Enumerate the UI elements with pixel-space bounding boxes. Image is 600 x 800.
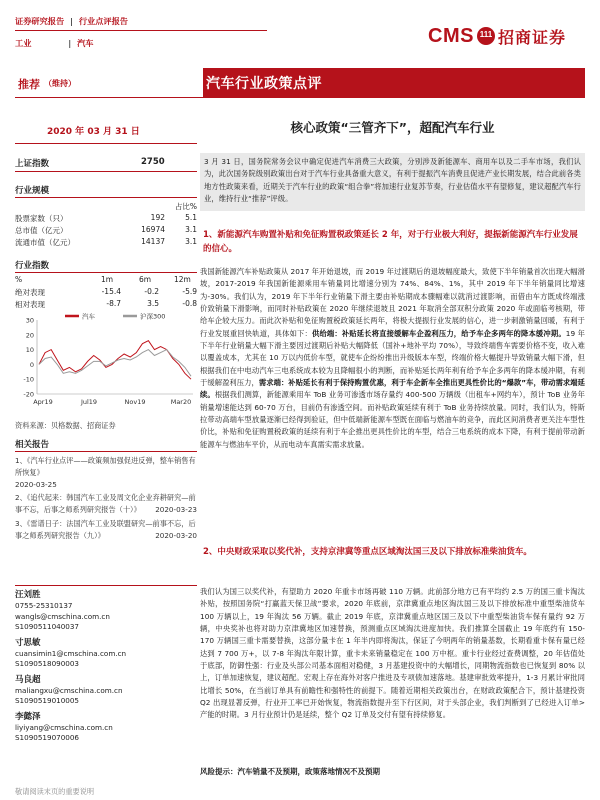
analyst-name: 李懿泽 xyxy=(15,711,41,722)
analyst-email[interactable]: cuansimin1@cmschina.com.cn xyxy=(15,648,127,658)
section-1-body xyxy=(200,266,585,451)
scale-row-value: 192 xyxy=(150,213,165,222)
series-line-auto xyxy=(39,341,191,380)
analyst-email[interactable]: wangls@cmschina.com.cn xyxy=(15,611,110,621)
date-divider xyxy=(15,143,197,144)
industry-scale-block xyxy=(15,184,197,249)
series-line-hs300 xyxy=(39,350,191,377)
related-report-title: 1、《汽车行业点评——政策频加强促进反弹，整车销售有所恢复》 xyxy=(15,456,196,477)
perf-header-6m: 6m xyxy=(139,275,152,284)
performance-value: 3.5 xyxy=(147,299,159,308)
analyst-name: 汪刘胜 xyxy=(15,590,41,600)
index-row xyxy=(15,155,197,172)
section-1-para: 我国新能源汽车补贴政策从 2017 年开始退坡，而 2019 年过渡期后的退坡幅度最大，致使下半年销量首次出现大幅滑坡，2017-2019 年我国新能源乘用车销量同比增速分别为 74%、84%、1%，其中 2019 年下半年销量同比增速为-30%。我们认为，2019 年下半年行业销量下滑主要由补贴期成本骤幅难以就消过渡影响，而借由车方既成终端涨价致销量下滑影响，而同时补贴政策在 2020 年继续退坡且 2021 年取消全部双积分政策 2020 年或面临考核期，带给车企较大压力。而此次补贴和免征购置税政策延长两年，将极大提振行业发展的信心，进一步刺激销量回暖，有利于行业发展重回快轨道，具体如下： xyxy=(200,267,585,338)
header-divider xyxy=(15,30,267,31)
category-banner xyxy=(203,68,585,98)
tag-industry-review: 行业点评报告 xyxy=(78,16,128,26)
analyst-license: S1090511040037 xyxy=(15,622,80,631)
risk-label: 风险提示： xyxy=(200,767,238,776)
analyst-email[interactable]: maliangxu@cmschina.com.cn xyxy=(15,685,123,695)
broker-name: 招商证券 xyxy=(497,27,566,47)
related-report-date: 2020-03-25 xyxy=(15,479,57,489)
analyst-license: S1090519010005 xyxy=(15,696,80,705)
y-tick-label: -20 xyxy=(23,390,34,399)
summary-box xyxy=(200,153,585,211)
y-tick-label: 20 xyxy=(25,331,34,340)
sector-label: 汽车 xyxy=(77,38,94,48)
index-label: 上证指数 xyxy=(15,159,50,169)
performance-row-label: 相对表现 xyxy=(15,300,45,309)
x-tick-label: Mar20 xyxy=(170,398,192,406)
section-1-para-3: 根据我们测算，新能源乘用车 ToB 业务可渗透市场存量约 400-500 万辆级（出租车+网约车），预计 ToB 业务年销量增速能达到 60-70 万台，目前仍有渗透空间。而补贴政策延续有利于 ToB 业务持续放量。同时，我们认为，特斯拉带动高端车型放量逐渐已经得到验证，但中低端新能源车型既在面临与燃油车的竞争，而此区间消费者更关注车型性价比，补贴和免征购置税政策的延续有利于车企推出更具性价比的车型，结合三电系统的成本下降，有利于提前带动新能源车与燃油车平价，从而电动车真需实需求放量。 xyxy=(200,390,585,449)
logo-badge-icon: 111 xyxy=(477,27,495,45)
scale-divider xyxy=(15,197,197,198)
analyst-card xyxy=(15,674,197,707)
scale-row xyxy=(15,213,197,225)
risk-text: 汽车销量不及预期，政策落地情况不及预期 xyxy=(237,767,380,776)
scale-row-label: 流通市值（亿元） xyxy=(15,238,75,247)
scale-row-pct: 5.1 xyxy=(185,213,197,222)
x-tick-label: Nov19 xyxy=(124,398,146,406)
legend-label: 沪深300 xyxy=(140,312,166,321)
sidebar xyxy=(15,155,197,172)
broker-logo xyxy=(428,21,566,51)
industry-label: 工业 xyxy=(15,38,32,48)
logo-cms: CMS xyxy=(428,24,474,47)
section-1-heading xyxy=(203,228,585,256)
footer-note: 敬请阅读末页的重要说明 xyxy=(15,787,95,796)
share-header: 占比% xyxy=(174,202,197,211)
performance-row xyxy=(15,287,197,299)
analyst-email[interactable]: liyiyang@cmschina.com.cn xyxy=(15,722,113,732)
industry-tags: 工业 | 汽车 xyxy=(15,38,94,48)
legend-label: 汽车 xyxy=(82,312,95,321)
performance-value: -5.9 xyxy=(182,287,197,296)
report-date: 2020 年 03 月 31 日 xyxy=(47,127,140,137)
section-1-title: 1、新能源汽车购置补贴和免征购置税政策延长 2 年，对于行业极大利好，提振新能源汽车行业发展的信心。 xyxy=(203,230,578,254)
y-tick-label: 10 xyxy=(25,346,34,355)
scale-row-pct: 3.1 xyxy=(185,225,197,234)
y-tick-label: 30 xyxy=(25,316,34,325)
section-2-heading xyxy=(203,545,585,559)
scale-row-label: 总市值（亿元） xyxy=(15,226,68,235)
section-2-para: 我们认为国三以奖代补，有望助力 2020 年重卡市场再破 110 万辆。此前部分地方已有平均约 2.5 万的国三重卡淘汰补贴，按照国务院“打赢蓝天保卫战”要求，2020 年底前，京津冀重点地区淘汰国三及以下排放标准中重型柴油货车 100 万辆以上，19 年淘汰 56 万辆。截止 2019 年底，京津冀重点地区国三及以下中重型柴油货车保有量约 92 万辆，中央奖补也将对助力京津冀地区加速替换，预测重点区域淘汰进度加快。我们推算全国截止 19 年底约有 150-170 万辆国三重卡需要替换，这部分量卡在 1 年半内即将淘汰，保证了今明两年的销量基数，长期看重卡保有量已经达到 7 700 万+，以 7-8 年淘汰年限计算，重卡未来销量稳定在 100 万中枢。重卡行业经过查费调整，20 年估值处于底部，防御性强：行业及头部公司基本面相对稳健，3 月基建投资中的大幅增长，同期物流指数也已恢复到 80% 以上，订单加速恢复，建议超配。宏观上存在海外对客户推进及专项债加速落地。基建审批效率提升，1-3 月累计审批同比增长 50%，在当前订单具有前瞻性和强特性的前提下。随着近期相关政策出台，在财政政策配合下，预计基建投资 Q2 出现显著反弹，行业开工率已开始恢复，物流指数提升至下行区间，对于头部企业，我们判断到了已经进入订单>产能的时期。3 月行业预计仍是延续，整个 Q2 订单及交付有望有持续修复。 xyxy=(200,587,585,720)
pct-label: % xyxy=(15,275,23,284)
performance-title: 行业指数 xyxy=(15,261,50,271)
analyst-card xyxy=(15,711,197,744)
x-tick-label: Jul19 xyxy=(80,398,98,406)
summary-text: 3 月 31 日，国务院常务会议中确定促进汽车消费三大政策，分别涉及新能源车、商用车以及二手车市场，我们认为，此次国务院级别政策出台对于汽车行业具备重大意义，有利于提振汽车消费且促进产业长期发展，结合此前各类地方性政策来看，近期关于汽车行业的政策“组合拳”将加速行业复苏节奏，行业估值水平有望修复，建议超配汽车行业，维持行业“推荐”评级。 xyxy=(204,157,581,204)
performance-value: -0.8 xyxy=(182,299,197,308)
scale-row-value: 16974 xyxy=(141,225,165,234)
index-value: 2750 xyxy=(141,157,165,167)
section-2-title: 2、中央财政采取以奖代补，支持京津冀等重点区域淘汰国三及以下排放标准柴油货车。 xyxy=(203,547,532,557)
related-title: 相关报告 xyxy=(15,440,50,450)
analyst-list xyxy=(15,589,197,744)
rating-label: 推荐 xyxy=(18,78,40,91)
related-report-item[interactable] xyxy=(15,518,197,542)
section-1-para-2: 19 年下半年行业销量大幅下滑主要因过渡期后补贴大幅降低（国补+地补平均 70%），导致终端售车需要价格不变，收入难以覆盖成本，尤其在 10 万以内低价车型，就使车企纷纷推出升级版本车型，终端价格大幅提升导致销量大幅下滑，但根据我们在中电动汽车三电系统成本较为且降幅很小的判断，而补贴延长两年利有给予车企多两年的降本缓冲期，有利于缓解盈利压力， xyxy=(200,328,586,388)
section-1-bold-supply: 供给端：补贴延长将直接缓解车企盈利压力，给予车企多两年的降本缓冲期。 xyxy=(311,328,566,338)
performance-row-label: 绝对表现 xyxy=(15,288,45,297)
related-reports xyxy=(15,438,197,544)
related-report-date: 2020-03-23 xyxy=(155,505,197,515)
scale-rows xyxy=(15,213,197,249)
perf-header-1m: 1m xyxy=(101,275,114,284)
risk-warning xyxy=(200,766,585,777)
analyst-phone: 0755-25310137 xyxy=(15,601,73,610)
report-type-tags: 证券研究报告 | 行业点评报告 xyxy=(15,16,128,26)
report-title: 核心政策“三管齐下”，超配汽车行业 xyxy=(290,120,495,135)
performance-rows xyxy=(15,287,197,311)
related-divider xyxy=(15,451,197,452)
index-line-chart xyxy=(15,310,197,410)
perf-header-12m: 12m xyxy=(174,275,191,284)
related-report-item[interactable] xyxy=(15,455,197,490)
related-report-title: 3、《雷谱日子：法国汽车工业及联盟研究—前事不忘，后事之师系列研究报告（九）》 xyxy=(15,518,196,540)
analyst-name: 寸思敏 xyxy=(15,637,41,648)
analyst-card xyxy=(15,589,197,633)
y-tick-label: -10 xyxy=(23,375,34,384)
x-tick-label: Apr19 xyxy=(33,398,53,406)
related-list xyxy=(15,455,197,542)
related-report-title: 2、《追代起来：韩国汽车工业及周文化企业弃耕研究—前事不忘，后事之师系列研究报告（十）》 xyxy=(15,493,196,515)
scale-row-label: 股票家数（只） xyxy=(15,214,68,223)
analysts-divider xyxy=(15,585,197,586)
related-report-date: 2020-03-20 xyxy=(155,530,197,540)
y-tick-label: 0 xyxy=(29,360,34,369)
report-category: 汽车行业政策点评 xyxy=(206,76,322,92)
performance-header xyxy=(15,275,197,287)
scale-row-value: 14137 xyxy=(141,237,165,246)
rating-status: （维持） xyxy=(44,79,76,88)
analyst-license: S1090518090003 xyxy=(15,659,80,668)
related-report-item[interactable] xyxy=(15,492,197,516)
scale-row-pct: 3.1 xyxy=(185,237,197,246)
performance-value: -8.7 xyxy=(106,299,121,308)
analyst-license: S1090519070006 xyxy=(15,733,80,742)
section-1-bold-demand: 需求端：补贴延长有利于保持购置优惠，利于车企新车全推出更具性价比的“爆款”车，带动需求端延续。 xyxy=(200,378,585,400)
analyst-name: 马良超 xyxy=(15,674,41,685)
chart-source: 资料来源：贝格数据、招商证券 xyxy=(15,421,116,430)
rating-box xyxy=(15,70,203,98)
scale-row xyxy=(15,225,197,237)
performance-divider xyxy=(15,272,197,273)
performance-block xyxy=(15,259,197,311)
analyst-card xyxy=(15,637,197,670)
scale-title: 行业规模 xyxy=(15,186,50,196)
performance-value: -15.4 xyxy=(101,287,121,296)
analysts xyxy=(15,585,197,748)
tag-research-report: 证券研究报告 xyxy=(15,16,65,26)
scale-header xyxy=(15,200,197,213)
performance-value: -0.2 xyxy=(144,287,159,296)
scale-row xyxy=(15,237,197,249)
section-2-body xyxy=(200,586,585,722)
